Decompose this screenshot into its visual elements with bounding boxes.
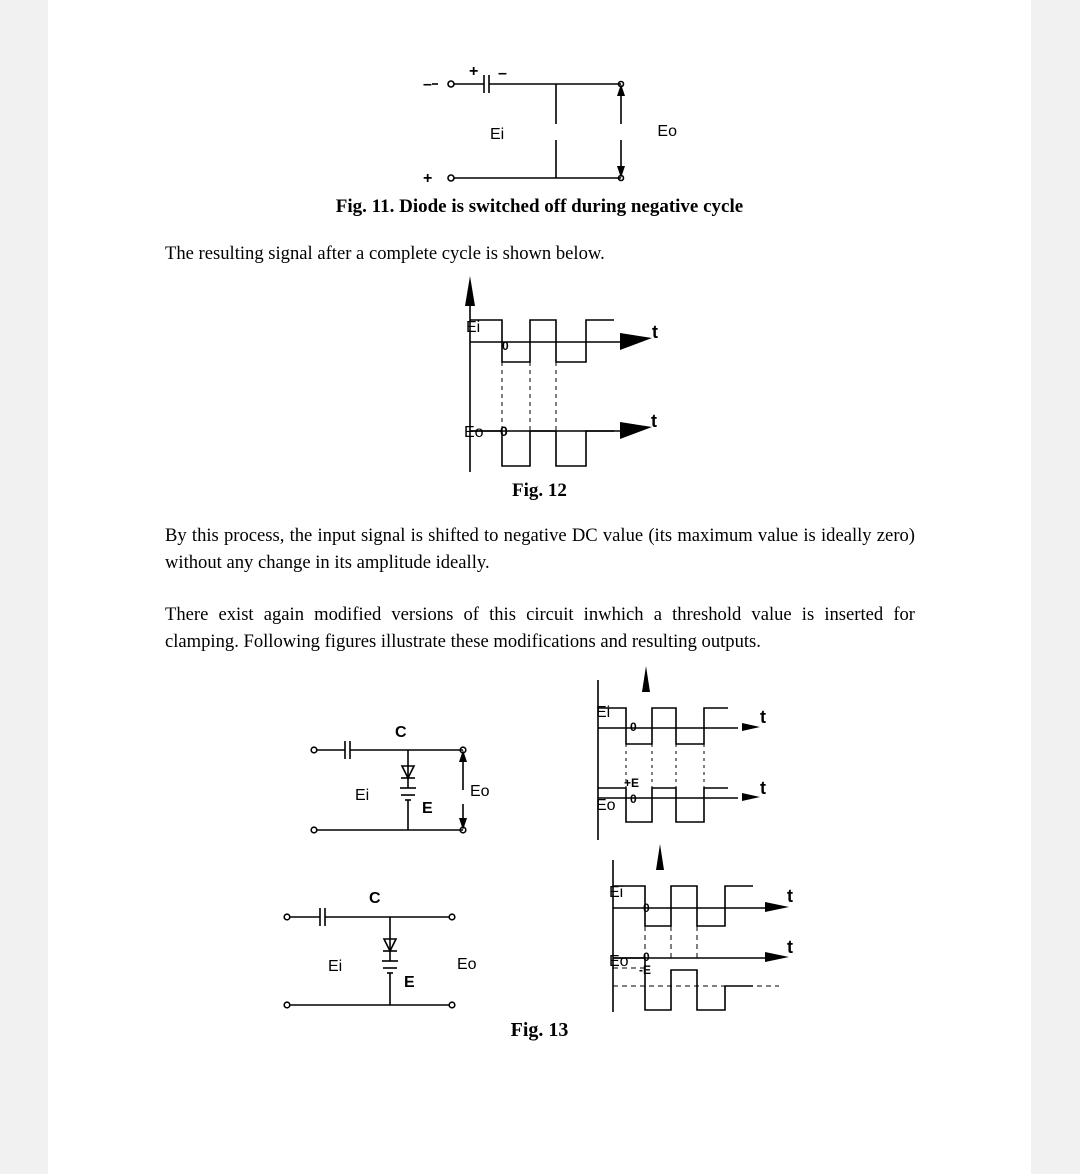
fig13-bottom-ei-label: Ei	[328, 958, 343, 975]
fig13-caption: Fig. 13	[510, 1019, 569, 1041]
fig13-bottom-wave-zero-eo-label: 0	[643, 950, 650, 964]
fig11-input-plus-label: +	[423, 170, 433, 187]
document-page	[48, 0, 1031, 1174]
fig12-waveform-plot	[408, 272, 678, 472]
fig13-top-wave-zero-ei-label: 0	[630, 720, 637, 734]
fig12-zero-eo-label: 0	[500, 423, 508, 439]
fig11-caption: Fig. 11. Diode is switched off during negative cycle	[335, 196, 744, 217]
fig13-bottom-wave-eo-label: Eo	[609, 953, 629, 970]
fig12-caption: Fig. 12	[512, 480, 567, 501]
fig13-bottom-eo-label: Eo	[457, 956, 477, 973]
fig13-top-wave-ei-label: Ei	[596, 704, 611, 721]
fig11-circuit-diagram	[418, 60, 678, 188]
fig13-top-wave-plus-e-label: +E	[624, 776, 640, 790]
fig11-input-minus-label: –	[423, 76, 432, 93]
fig13-bottom-c-label: C	[369, 890, 381, 907]
fig13-bottom-wave-zero-ei-label: 0	[643, 901, 650, 915]
fig11-eo-label: Eo	[657, 123, 677, 140]
fig11-ei-label: Ei	[490, 126, 505, 143]
fig13-bottom-e-label: E	[404, 974, 415, 991]
fig13-bottom-wave-ei-label: Ei	[609, 884, 624, 901]
fig12-t-bottom-label: t	[651, 411, 657, 431]
fig13-bottom-wave-minus-e-label: -E	[639, 963, 651, 977]
fig13-top-wave-t-bottom-label: t	[760, 778, 766, 798]
fig13-top-waveform-plot	[538, 660, 778, 840]
paragraph-modified-versions: There exist again modified versions of this circuit inwhich a threshold value is inserted for clamping. Following figures illustrate these modifications and resulting outputs.	[165, 604, 915, 652]
fig12-zero-ei-label: 0	[502, 339, 509, 353]
fig13-top-circuit-diagram	[298, 720, 490, 840]
paragraph-process: By this process, the input signal is shifted to negative DC value (its maximum value is ideally zero) without any change in its amplitude ideally.	[165, 525, 915, 573]
fig13-top-wave-t-top-label: t	[760, 707, 766, 727]
fig11-battery-minus-label: –	[498, 65, 507, 82]
fig13-bottom-wave-t-top-label: t	[787, 886, 793, 906]
fig12-t-top-label: t	[652, 322, 658, 342]
fig13-top-e-label: E	[422, 800, 433, 817]
fig13-bottom-wave-t-bottom-label: t	[787, 937, 793, 957]
fig13-top-ei-label: Ei	[355, 787, 370, 804]
fig13-bottom-waveform-plot	[553, 840, 803, 1016]
fig13-top-c-label: C	[395, 724, 407, 741]
fig13-top-wave-zero-eo-label: 0	[630, 792, 637, 806]
fig13-bottom-circuit-diagram	[273, 885, 477, 1010]
fig13-top-eo-label: Eo	[470, 783, 490, 800]
fig11-battery-plus-label: +	[469, 63, 479, 80]
fig12-ei-label: Ei	[466, 319, 481, 336]
fig13-top-wave-eo-label: Eo	[596, 797, 616, 814]
paragraph-resulting-signal: The resulting signal after a complete cycle is shown below.	[165, 243, 605, 264]
fig12-eo-label: Eo	[464, 424, 484, 441]
